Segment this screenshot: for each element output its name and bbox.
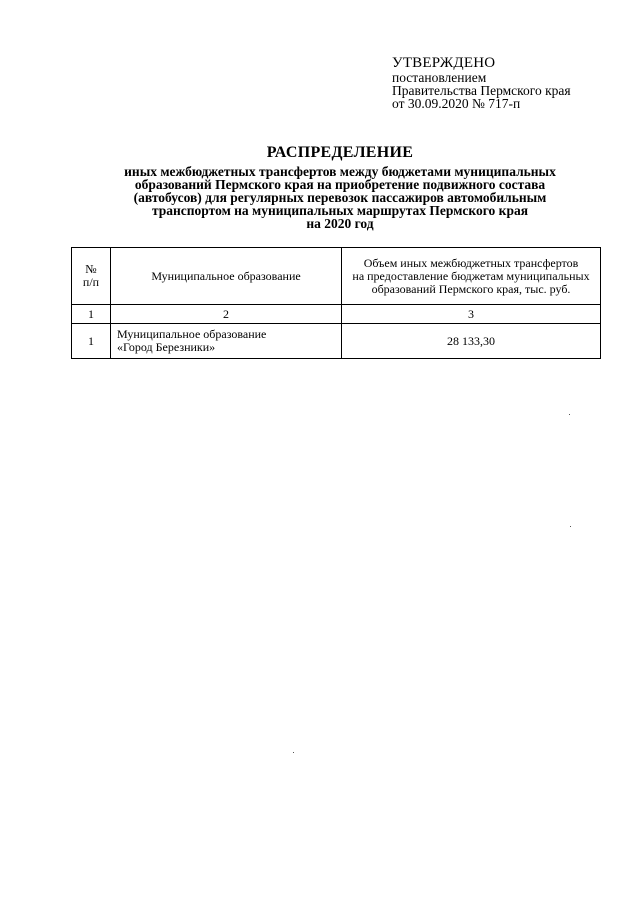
row-number: 1 bbox=[72, 324, 111, 359]
approval-line-1: постановлением bbox=[392, 70, 487, 85]
approval-line-3: от 30.09.2020 № 717-п bbox=[392, 96, 521, 111]
header-volume-line: на предоставление бюджетам муниципальных bbox=[352, 268, 590, 283]
document-subtitle bbox=[80, 165, 600, 230]
column-index-cell: 2 bbox=[111, 305, 342, 324]
header-number-abbr: п/п bbox=[82, 275, 100, 289]
subtitle-line: (автобусов) для регулярных перевозок пассажиров автомобильным bbox=[133, 190, 547, 205]
subtitle-line: на 2020 год bbox=[306, 216, 374, 231]
row-volume: 28 133,30 bbox=[342, 324, 601, 359]
table-header-row bbox=[72, 248, 601, 305]
header-volume-line: образований Пермского края, тыс. руб. bbox=[371, 281, 571, 296]
approval-block bbox=[392, 56, 632, 110]
subtitle-line: иных межбюджетных трансфертов между бюджетами муниципальных bbox=[124, 164, 556, 179]
scan-speck bbox=[293, 752, 294, 753]
header-number-symbol: № bbox=[85, 262, 97, 276]
municipality-name: «Город Березники» bbox=[117, 340, 216, 354]
municipality-line: Муниципальное образование bbox=[117, 327, 267, 341]
approval-stamp: УТВЕРЖДЕНО bbox=[392, 55, 496, 71]
row-municipality bbox=[111, 324, 342, 359]
scan-speck bbox=[569, 414, 570, 415]
header-volume bbox=[342, 248, 601, 305]
column-index-row bbox=[72, 305, 601, 324]
distribution-table bbox=[71, 247, 601, 359]
subtitle-line: образований Пермского края на приобретение подвижного состава bbox=[134, 177, 546, 192]
subtitle-line: транспортом на муниципальных маршрутах Пермского края bbox=[151, 203, 529, 218]
header-number bbox=[72, 248, 111, 305]
header-volume-line: Объем иных межбюджетных трансфертов bbox=[363, 255, 579, 270]
document-title: РАСПРЕДЕЛЕНИЕ bbox=[266, 144, 414, 161]
table-row bbox=[72, 324, 601, 359]
header-municipality: Муниципальное образование bbox=[111, 248, 342, 305]
column-index-cell: 3 bbox=[342, 305, 601, 324]
scan-speck bbox=[570, 526, 571, 527]
approval-line-2: Правительства Пермского края bbox=[392, 83, 571, 98]
column-index-cell: 1 bbox=[72, 305, 111, 324]
